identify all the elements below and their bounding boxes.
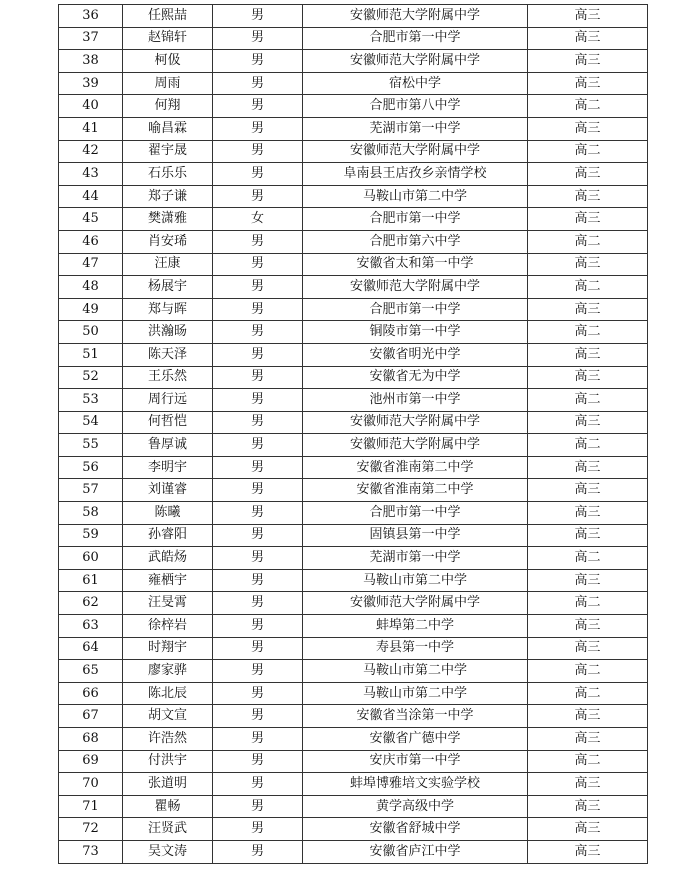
table-row [59, 840, 648, 863]
cell-gender: 男 [213, 728, 303, 751]
table-row [59, 343, 648, 366]
cell-grade: 高三 [528, 795, 648, 818]
table-row [59, 547, 648, 570]
cell-school: 蚌埠第二中学 [303, 615, 528, 638]
cell-number: 39 [59, 72, 123, 95]
cell-grade: 高三 [528, 366, 648, 389]
cell-gender: 男 [213, 682, 303, 705]
cell-school: 安徽省庐江中学 [303, 840, 528, 863]
cell-name: 孙睿阳 [123, 524, 213, 547]
cell-name: 周雨 [123, 72, 213, 95]
cell-number: 38 [59, 50, 123, 73]
cell-grade: 高三 [528, 773, 648, 796]
cell-school: 固镇县第一中学 [303, 524, 528, 547]
table-row [59, 705, 648, 728]
cell-school: 合肥市第八中学 [303, 95, 528, 118]
table-row [59, 637, 648, 660]
cell-school: 池州市第一中学 [303, 389, 528, 412]
cell-grade: 高三 [528, 818, 648, 841]
cell-name: 廖家骅 [123, 660, 213, 683]
cell-grade: 高三 [528, 298, 648, 321]
cell-gender: 男 [213, 95, 303, 118]
cell-number: 57 [59, 479, 123, 502]
cell-name: 郑与晖 [123, 298, 213, 321]
cell-school: 黄学高级中学 [303, 795, 528, 818]
cell-gender: 男 [213, 140, 303, 163]
cell-grade: 高三 [528, 524, 648, 547]
cell-gender: 男 [213, 818, 303, 841]
cell-gender: 男 [213, 705, 303, 728]
cell-gender: 男 [213, 366, 303, 389]
cell-name: 陈天泽 [123, 343, 213, 366]
cell-number: 43 [59, 163, 123, 186]
cell-name: 樊潇雅 [123, 208, 213, 231]
table-row [59, 502, 648, 525]
cell-grade: 高三 [528, 569, 648, 592]
cell-gender: 男 [213, 479, 303, 502]
cell-gender: 男 [213, 592, 303, 615]
cell-grade: 高三 [528, 185, 648, 208]
cell-school: 宿松中学 [303, 72, 528, 95]
cell-gender: 男 [213, 456, 303, 479]
cell-grade: 高二 [528, 321, 648, 344]
cell-name: 付洪宇 [123, 750, 213, 773]
cell-number: 40 [59, 95, 123, 118]
cell-name: 陈曦 [123, 502, 213, 525]
cell-number: 67 [59, 705, 123, 728]
cell-name: 王乐然 [123, 366, 213, 389]
cell-name: 任熙喆 [123, 5, 213, 28]
cell-grade: 高三 [528, 5, 648, 28]
cell-school: 安徽师范大学附属中学 [303, 5, 528, 28]
cell-grade: 高三 [528, 208, 648, 231]
cell-school: 合肥市第一中学 [303, 298, 528, 321]
cell-gender: 男 [213, 163, 303, 186]
cell-gender: 男 [213, 343, 303, 366]
cell-gender: 女 [213, 208, 303, 231]
cell-name: 喻昌霖 [123, 117, 213, 140]
cell-school: 安庆市第一中学 [303, 750, 528, 773]
cell-gender: 男 [213, 773, 303, 796]
table-row [59, 117, 648, 140]
cell-number: 37 [59, 27, 123, 50]
cell-grade: 高三 [528, 840, 648, 863]
cell-school: 安徽师范大学附属中学 [303, 592, 528, 615]
cell-school: 芜湖市第一中学 [303, 117, 528, 140]
table-row [59, 185, 648, 208]
cell-number: 60 [59, 547, 123, 570]
cell-number: 73 [59, 840, 123, 863]
cell-number: 47 [59, 253, 123, 276]
cell-gender: 男 [213, 5, 303, 28]
cell-grade: 高三 [528, 502, 648, 525]
table-row [59, 298, 648, 321]
cell-number: 48 [59, 276, 123, 299]
cell-school: 芜湖市第一中学 [303, 547, 528, 570]
table-row [59, 5, 648, 28]
cell-gender: 男 [213, 253, 303, 276]
cell-gender: 男 [213, 389, 303, 412]
cell-school: 安徽省广德中学 [303, 728, 528, 751]
cell-grade: 高三 [528, 50, 648, 73]
cell-gender: 男 [213, 117, 303, 140]
cell-name: 时翔宇 [123, 637, 213, 660]
cell-name: 张道明 [123, 773, 213, 796]
cell-gender: 男 [213, 434, 303, 457]
table-row [59, 795, 648, 818]
cell-school: 安徽省淮南第二中学 [303, 456, 528, 479]
cell-number: 45 [59, 208, 123, 231]
cell-school: 马鞍山市第二中学 [303, 569, 528, 592]
cell-school: 合肥市第一中学 [303, 27, 528, 50]
cell-number: 46 [59, 230, 123, 253]
cell-number: 58 [59, 502, 123, 525]
cell-grade: 高二 [528, 140, 648, 163]
cell-grade: 高三 [528, 615, 648, 638]
cell-grade: 高二 [528, 95, 648, 118]
cell-grade: 高三 [528, 728, 648, 751]
cell-number: 71 [59, 795, 123, 818]
cell-name: 肖安琋 [123, 230, 213, 253]
cell-number: 63 [59, 615, 123, 638]
cell-name: 武皓炀 [123, 547, 213, 570]
cell-school: 马鞍山市第二中学 [303, 682, 528, 705]
cell-name: 洪瀚旸 [123, 321, 213, 344]
cell-number: 66 [59, 682, 123, 705]
cell-grade: 高二 [528, 276, 648, 299]
table-row [59, 411, 648, 434]
cell-grade: 高三 [528, 253, 648, 276]
cell-name: 何翔 [123, 95, 213, 118]
cell-number: 41 [59, 117, 123, 140]
cell-gender: 男 [213, 185, 303, 208]
table-row [59, 389, 648, 412]
table-row [59, 660, 648, 683]
cell-number: 70 [59, 773, 123, 796]
table-row [59, 72, 648, 95]
cell-gender: 男 [213, 795, 303, 818]
table-row [59, 728, 648, 751]
cell-gender: 男 [213, 276, 303, 299]
cell-gender: 男 [213, 50, 303, 73]
cell-name: 杨展宇 [123, 276, 213, 299]
table-row [59, 208, 648, 231]
table-row [59, 818, 648, 841]
cell-name: 郑子谦 [123, 185, 213, 208]
table-row [59, 163, 648, 186]
cell-school: 安徽师范大学附属中学 [303, 276, 528, 299]
cell-name: 周行远 [123, 389, 213, 412]
table-row [59, 569, 648, 592]
cell-name: 鲁厚诚 [123, 434, 213, 457]
cell-grade: 高三 [528, 72, 648, 95]
cell-gender: 男 [213, 524, 303, 547]
cell-school: 马鞍山市第二中学 [303, 660, 528, 683]
cell-number: 61 [59, 569, 123, 592]
cell-grade: 高三 [528, 479, 648, 502]
cell-name: 许浩然 [123, 728, 213, 751]
cell-grade: 高二 [528, 660, 648, 683]
table-row [59, 230, 648, 253]
roster-table [58, 4, 648, 864]
cell-name: 赵锦轩 [123, 27, 213, 50]
cell-number: 54 [59, 411, 123, 434]
cell-number: 55 [59, 434, 123, 457]
cell-name: 汪旻霄 [123, 592, 213, 615]
cell-name: 刘谨睿 [123, 479, 213, 502]
cell-gender: 男 [213, 321, 303, 344]
cell-name: 雍栖宇 [123, 569, 213, 592]
cell-grade: 高三 [528, 163, 648, 186]
cell-grade: 高三 [528, 27, 648, 50]
cell-grade: 高二 [528, 230, 648, 253]
cell-name: 李明宇 [123, 456, 213, 479]
cell-number: 36 [59, 5, 123, 28]
cell-name: 汪康 [123, 253, 213, 276]
cell-number: 65 [59, 660, 123, 683]
cell-name: 徐梓岩 [123, 615, 213, 638]
cell-school: 合肥市第一中学 [303, 502, 528, 525]
cell-school: 合肥市第一中学 [303, 208, 528, 231]
table-row [59, 253, 648, 276]
cell-gender: 男 [213, 27, 303, 50]
cell-gender: 男 [213, 547, 303, 570]
cell-number: 42 [59, 140, 123, 163]
cell-grade: 高二 [528, 434, 648, 457]
cell-school: 安徽师范大学附属中学 [303, 50, 528, 73]
cell-number: 53 [59, 389, 123, 412]
cell-gender: 男 [213, 230, 303, 253]
table-row [59, 50, 648, 73]
cell-school: 铜陵市第一中学 [303, 321, 528, 344]
cell-grade: 高二 [528, 592, 648, 615]
cell-grade: 高二 [528, 547, 648, 570]
cell-grade: 高二 [528, 389, 648, 412]
cell-grade: 高三 [528, 456, 648, 479]
cell-grade: 高三 [528, 705, 648, 728]
cell-gender: 男 [213, 660, 303, 683]
cell-school: 阜南县王店孜乡亲情学校 [303, 163, 528, 186]
roster-table-body [59, 5, 648, 864]
table-row [59, 592, 648, 615]
cell-gender: 男 [213, 72, 303, 95]
cell-gender: 男 [213, 569, 303, 592]
cell-school: 蚌埠博雅培文实验学校 [303, 773, 528, 796]
cell-grade: 高三 [528, 343, 648, 366]
cell-school: 合肥市第六中学 [303, 230, 528, 253]
cell-name: 柯伋 [123, 50, 213, 73]
cell-number: 68 [59, 728, 123, 751]
table-row [59, 276, 648, 299]
cell-school: 安徽省淮南第二中学 [303, 479, 528, 502]
cell-name: 胡文宣 [123, 705, 213, 728]
cell-number: 49 [59, 298, 123, 321]
cell-gender: 男 [213, 750, 303, 773]
cell-number: 44 [59, 185, 123, 208]
cell-grade: 高三 [528, 117, 648, 140]
table-row [59, 773, 648, 796]
cell-number: 56 [59, 456, 123, 479]
table-row [59, 615, 648, 638]
cell-school: 安徽省舒城中学 [303, 818, 528, 841]
cell-school: 安徽省无为中学 [303, 366, 528, 389]
table-row [59, 27, 648, 50]
cell-gender: 男 [213, 615, 303, 638]
cell-school: 安徽省当涂第一中学 [303, 705, 528, 728]
cell-name: 何哲恺 [123, 411, 213, 434]
table-row [59, 682, 648, 705]
cell-name: 吴文涛 [123, 840, 213, 863]
cell-name: 石乐乐 [123, 163, 213, 186]
table-row [59, 456, 648, 479]
cell-number: 59 [59, 524, 123, 547]
cell-number: 72 [59, 818, 123, 841]
cell-gender: 男 [213, 298, 303, 321]
cell-school: 安徽师范大学附属中学 [303, 434, 528, 457]
cell-name: 瞿畅 [123, 795, 213, 818]
cell-number: 52 [59, 366, 123, 389]
cell-gender: 男 [213, 840, 303, 863]
cell-gender: 男 [213, 637, 303, 660]
table-row [59, 524, 648, 547]
table-row [59, 750, 648, 773]
cell-grade: 高三 [528, 411, 648, 434]
cell-gender: 男 [213, 411, 303, 434]
cell-number: 64 [59, 637, 123, 660]
cell-name: 陈北辰 [123, 682, 213, 705]
cell-number: 69 [59, 750, 123, 773]
cell-school: 安徽师范大学附属中学 [303, 140, 528, 163]
cell-number: 50 [59, 321, 123, 344]
table-row [59, 366, 648, 389]
roster-table-container [58, 4, 648, 864]
cell-grade: 高三 [528, 637, 648, 660]
cell-school: 安徽省太和第一中学 [303, 253, 528, 276]
table-row [59, 321, 648, 344]
cell-gender: 男 [213, 502, 303, 525]
cell-number: 62 [59, 592, 123, 615]
cell-name: 翟宇晟 [123, 140, 213, 163]
cell-school: 寿县第一中学 [303, 637, 528, 660]
table-row [59, 95, 648, 118]
cell-grade: 高二 [528, 750, 648, 773]
table-row [59, 434, 648, 457]
cell-name: 汪贤武 [123, 818, 213, 841]
cell-number: 51 [59, 343, 123, 366]
table-row [59, 140, 648, 163]
cell-school: 安徽师范大学附属中学 [303, 411, 528, 434]
table-row [59, 479, 648, 502]
cell-grade: 高二 [528, 682, 648, 705]
cell-school: 安徽省明光中学 [303, 343, 528, 366]
cell-school: 马鞍山市第二中学 [303, 185, 528, 208]
